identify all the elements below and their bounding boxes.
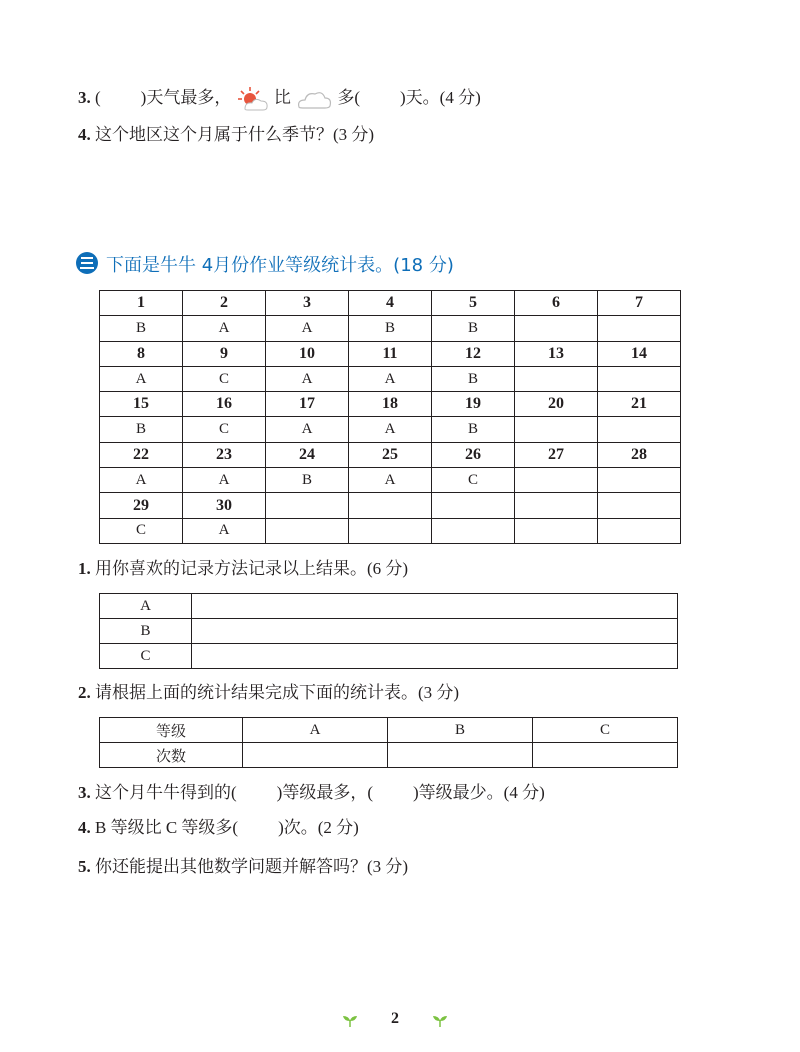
day-cell: 20 xyxy=(515,392,598,417)
day-cell: 1 xyxy=(100,291,183,316)
day-row xyxy=(100,442,681,467)
grade-cell: A xyxy=(349,417,432,442)
grade-row xyxy=(100,468,681,493)
grade-row xyxy=(100,316,681,341)
grade-table xyxy=(99,290,681,544)
grade-cell: A xyxy=(183,468,266,493)
grade-cell: A xyxy=(349,366,432,391)
day-cell: 19 xyxy=(432,392,515,417)
sub-question-5: 5. 你还能提出其他数学问题并解答吗？(3 分) xyxy=(78,857,409,876)
day-cell: 18 xyxy=(349,392,432,417)
day-cell: 3 xyxy=(266,291,349,316)
day-cell: 21 xyxy=(598,392,681,417)
section-3-heading xyxy=(76,251,454,277)
grade-cell: A xyxy=(100,468,183,493)
day-cell: 22 xyxy=(100,442,183,467)
day-cell: 8 xyxy=(100,341,183,366)
grade-cell: A xyxy=(266,417,349,442)
sun-icon xyxy=(236,85,270,113)
day-cell: 23 xyxy=(183,442,266,467)
sub-question-3: 3. 这个月牛牛得到的( )等级最多，( )等级最少。(4 分) xyxy=(78,783,545,802)
day-row xyxy=(100,392,681,417)
grade-cell xyxy=(598,518,681,543)
grade-cell: C xyxy=(183,366,266,391)
day-cell: 2 xyxy=(183,291,266,316)
day-cell xyxy=(349,493,432,518)
grade-cell xyxy=(515,518,598,543)
question-4-season: 4. 这个地区这个月属于什么季节？(3 分) xyxy=(78,125,375,144)
grade-cell xyxy=(515,316,598,341)
sub-question-2: 2. 请根据上面的统计结果完成下面的统计表。(3 分) xyxy=(78,683,460,702)
grade-cell: B xyxy=(100,316,183,341)
level-header: 等级 xyxy=(100,718,243,743)
day-cell: 10 xyxy=(266,341,349,366)
count-header: 次数 xyxy=(100,743,243,768)
sub-question-1: 1. 用你喜欢的记录方法记录以上结果。(6 分) xyxy=(78,559,409,578)
day-cell xyxy=(432,493,515,518)
day-cell: 12 xyxy=(432,341,515,366)
day-cell: 4 xyxy=(349,291,432,316)
grade-cell: B xyxy=(432,366,515,391)
grade-row xyxy=(100,518,681,543)
grade-cell: A xyxy=(100,366,183,391)
day-cell: 28 xyxy=(598,442,681,467)
day-row xyxy=(100,291,681,316)
page-footer xyxy=(340,1010,450,1028)
question-number: 3. xyxy=(78,87,91,107)
grade-cell xyxy=(432,518,515,543)
sprout-icon xyxy=(430,1014,450,1033)
grade-cell: B xyxy=(432,316,515,341)
grade-cell: B xyxy=(432,417,515,442)
grade-cell: C xyxy=(100,518,183,543)
grade-cell xyxy=(515,366,598,391)
day-row xyxy=(100,493,681,518)
grade-cell xyxy=(515,417,598,442)
grade-cell xyxy=(598,417,681,442)
day-cell: 15 xyxy=(100,392,183,417)
day-cell: 16 xyxy=(183,392,266,417)
grade-cell: A xyxy=(183,316,266,341)
record-row: B xyxy=(100,619,678,644)
day-cell: 25 xyxy=(349,442,432,467)
day-cell: 29 xyxy=(100,493,183,518)
day-cell: 14 xyxy=(598,341,681,366)
day-cell: 6 xyxy=(515,291,598,316)
day-cell: 24 xyxy=(266,442,349,467)
page-number: 2 xyxy=(391,1010,399,1027)
record-row: A xyxy=(100,594,678,619)
day-cell: 5 xyxy=(432,291,515,316)
grade-row xyxy=(100,366,681,391)
question-number: 2. xyxy=(78,683,91,702)
day-row xyxy=(100,341,681,366)
grade-cell: B xyxy=(100,417,183,442)
grade-cell xyxy=(515,468,598,493)
grade-cell: C xyxy=(183,417,266,442)
grade-cell: A xyxy=(266,366,349,391)
count-cell[interactable] xyxy=(533,743,678,768)
section-title: 下面是牛牛 4月份作业等级统计表。(18 分) xyxy=(106,255,454,276)
sprout-icon xyxy=(340,1014,360,1033)
day-cell: 13 xyxy=(515,341,598,366)
question-number: 3. xyxy=(78,783,91,802)
count-cell[interactable] xyxy=(243,743,388,768)
grade-cell xyxy=(598,468,681,493)
day-cell: 11 xyxy=(349,341,432,366)
sub-question-4: 4. B 等级比 C 等级多( )次。(2 分) xyxy=(78,818,359,837)
day-cell xyxy=(515,493,598,518)
grade-cell xyxy=(598,316,681,341)
question-number: 1. xyxy=(78,559,91,578)
grade-cell xyxy=(598,366,681,391)
count-cell[interactable] xyxy=(388,743,533,768)
grade-cell: B xyxy=(349,316,432,341)
day-cell xyxy=(598,493,681,518)
record-cell[interactable] xyxy=(192,594,678,619)
section-badge xyxy=(76,252,98,274)
grade-cell: B xyxy=(266,468,349,493)
grade-cell: A xyxy=(266,316,349,341)
day-cell: 7 xyxy=(598,291,681,316)
day-cell: 26 xyxy=(432,442,515,467)
record-cell[interactable] xyxy=(192,644,678,669)
grade-row xyxy=(100,417,681,442)
record-cell[interactable] xyxy=(192,619,678,644)
grade-cell xyxy=(349,518,432,543)
grade-cell: A xyxy=(183,518,266,543)
grade-cell xyxy=(266,518,349,543)
question-number: 4. xyxy=(78,125,91,144)
day-cell: 30 xyxy=(183,493,266,518)
day-cell xyxy=(266,493,349,518)
cloud-icon xyxy=(295,87,333,111)
grade-cell: C xyxy=(432,468,515,493)
day-cell: 9 xyxy=(183,341,266,366)
question-number: 4. xyxy=(78,818,91,837)
day-cell: 27 xyxy=(515,442,598,467)
day-cell: 17 xyxy=(266,392,349,417)
summary-table: 等级 A B C 次数 xyxy=(99,717,678,768)
grade-cell: A xyxy=(349,468,432,493)
question-3-weather: 3. ( )天气最多， 比 多( )天。(4 分) xyxy=(78,85,481,113)
record-row: C xyxy=(100,644,678,669)
record-table xyxy=(99,593,678,669)
question-number: 5. xyxy=(78,857,91,876)
